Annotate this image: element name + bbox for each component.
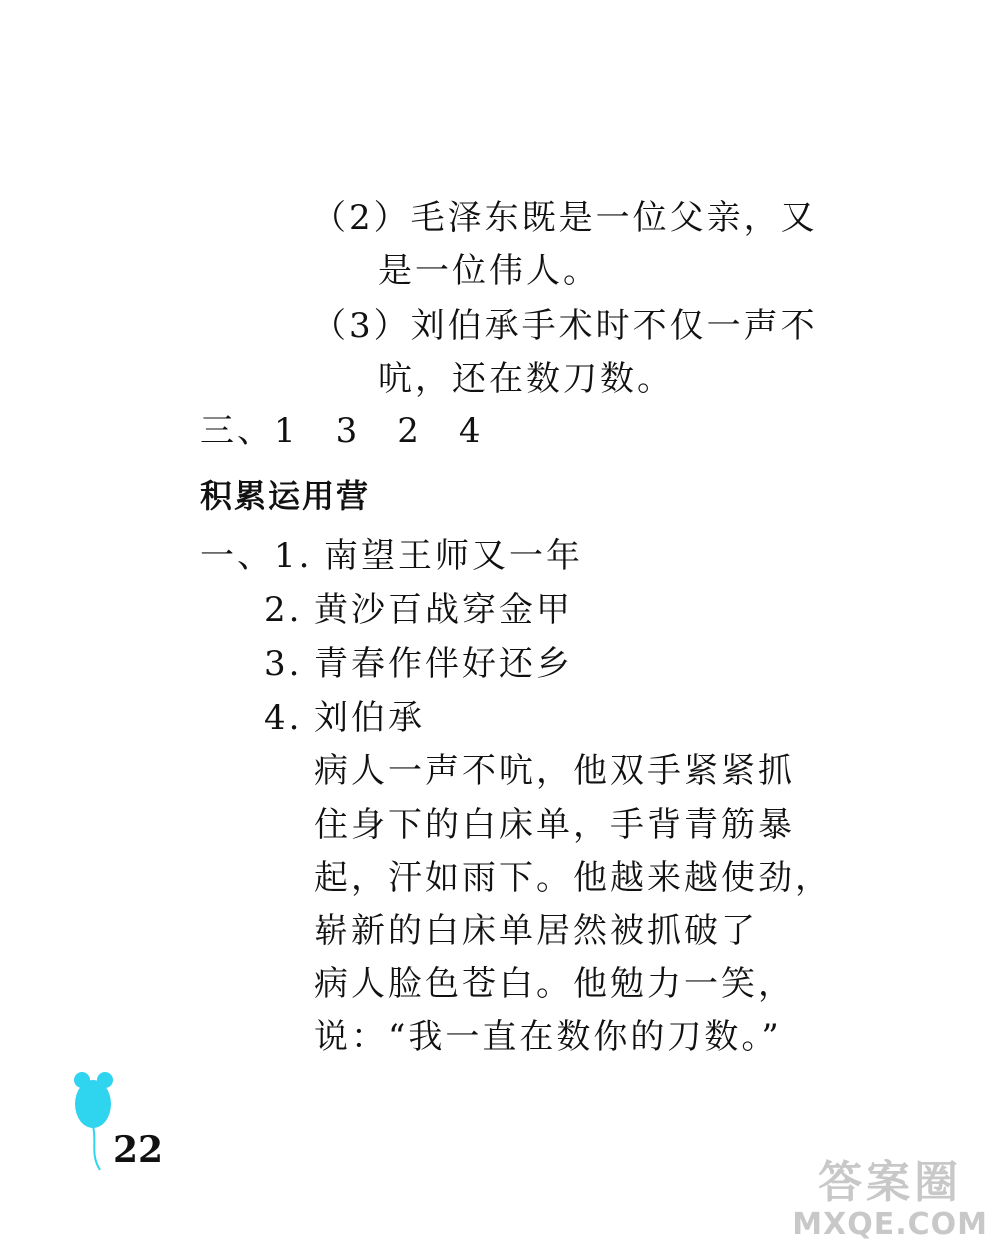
passage-line: 起，汗如雨下。他越来越使劲，: [314, 858, 832, 898]
item-text: 黄沙百战穿金甲: [314, 590, 573, 630]
answer-3-text-line-2: 吭，还在数刀数。: [378, 359, 674, 399]
passage-line: 病人一声不吭，他双手紧紧抓: [314, 751, 795, 791]
answer-3-number: （3）: [312, 306, 411, 346]
item-number: 1.: [274, 536, 313, 576]
exercise-1-item-3: [264, 644, 573, 684]
answer-2-text-line-1: 毛泽东既是一位父亲，又: [410, 198, 818, 238]
passage-line: 住身下的白床单，手背青筋暴: [314, 805, 795, 845]
exercise-1-item-4: [264, 698, 425, 738]
item-text: 南望王师又一年: [324, 536, 583, 576]
answer-2-line-1: [312, 198, 818, 238]
watermark-url: MXQE.COM: [792, 1207, 988, 1242]
item-text: 刘伯承: [314, 698, 425, 738]
exercise-1-prefix: 一、: [200, 536, 274, 576]
mouse-icon: [72, 1070, 116, 1174]
section-3-answers: 三、1 3 2 4: [200, 411, 484, 451]
passage-line: 病人脸色苍白。他勉力一笑，: [314, 964, 795, 1004]
watermark-logo: 答案圈: [818, 1157, 963, 1208]
section-heading: 积累运用营: [200, 477, 371, 515]
page-number: 22: [113, 1129, 164, 1171]
answer-2-text-line-2: 是一位伟人。: [378, 251, 600, 291]
item-number: 3.: [264, 644, 303, 684]
passage-line: 崭新的白床单居然被抓破了: [314, 911, 758, 951]
item-number: 2.: [264, 590, 303, 630]
answer-2-number: （2）: [312, 198, 411, 238]
item-text: 青春作伴好还乡: [314, 644, 573, 684]
exercise-1-item-2: [264, 590, 573, 630]
answer-3-text-line-1: 刘伯承手术时不仅一声不: [410, 306, 818, 346]
exercise-1-item-1: [200, 536, 583, 576]
watermark: [792, 1158, 988, 1242]
passage-line: 说：“我一直在数你的刀数。”: [314, 1017, 782, 1057]
answer-3-line-1: [312, 306, 818, 346]
item-number: 4.: [264, 698, 303, 738]
